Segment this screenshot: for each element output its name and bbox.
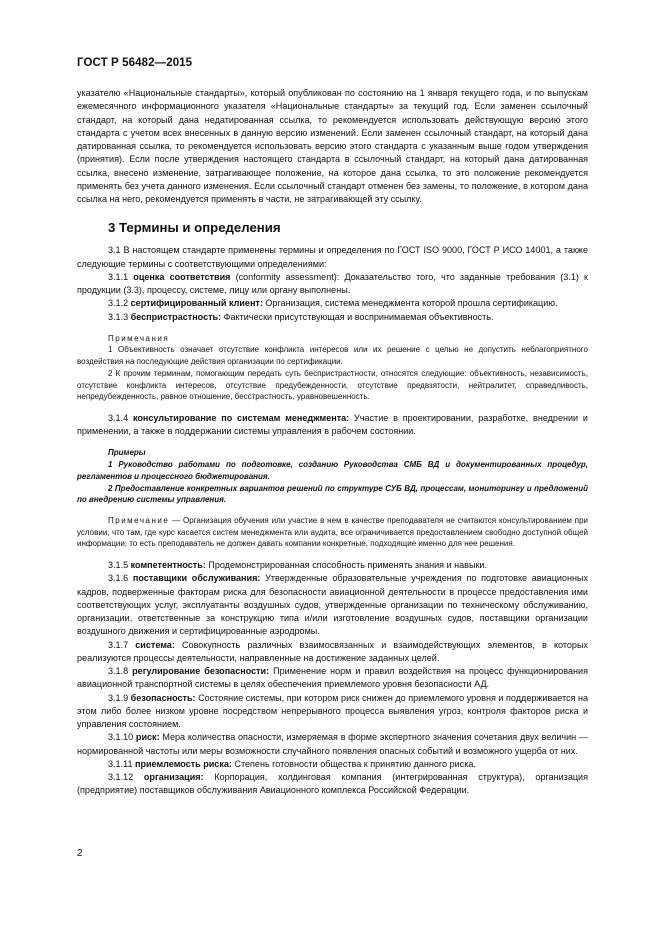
document-code-header: ГОСТ Р 56482—2015 xyxy=(77,57,193,69)
term-name: сертифицированный клиент: xyxy=(130,298,263,309)
term-name: система: xyxy=(135,639,175,650)
term-3-1-5: 3.1.5 компетентность: Продемонстрированная способность применять знания и навыки. xyxy=(108,560,488,571)
document-body xyxy=(77,87,588,798)
term-3-1-8: 3.1.8 регулирование безопасности: Применение норм и правил воздействия на процесс функционирования авиационной транспортной системы в целях обеспечения приемлемого уровня безопасности АД. xyxy=(77,666,588,690)
examples-title: Примеры xyxy=(108,448,146,458)
term-3-1-12: 3.1.12 организация: Корпорация, холдинговая компания (интегрированная структура), организация (предприятие) поставщиков обслуживания Авиационного комплекса Российской Федерации. xyxy=(77,772,588,796)
notes-title: Примечания xyxy=(108,333,170,343)
note-1: 1 Объективность означает отсутствие конфликта интересов или их решение с целью не допустить неблагоприятного воздействия на последующие действия организации по сертификации. xyxy=(77,345,588,367)
term-name: риск: xyxy=(135,732,160,743)
term-name: безопасность: xyxy=(130,692,196,703)
note-label: Примечание xyxy=(108,515,170,525)
term-name: консультирование по системам менеджмента: xyxy=(132,412,350,423)
example-1: 1 Руководство работами по подготовке, созданию Руководства СМБ ВД и документированных процедур, регламентов и процессного бюджетирования. xyxy=(77,460,588,481)
term-name: оценка соответствия xyxy=(133,271,231,282)
term-name: беспристрастность: xyxy=(130,311,222,322)
intro-paragraph: указателю «Национальные стандарты», который опубликован по состоянию на 1 января текущего года, и по выпускам ежемесячного информационного указателя «Национальные стандарты» за текущий год. Если заменен ссылочный стандарт, на который дана недатированная ссылка, то рекомендуется использовать действующую версию этого стандарта с учетом всех внесенных в данную версию изменений. Если заменен ссылочный стандарт, на который дана датированная ссылка, то рекомендуется использовать версию этого стандарта с указанным выше годом утверждения (принятия). Если после утверждения настоящего стандарта в ссылочный стандарт, на который дана датированная ссылка, внесено изменение, затрагивающее положение, на которое дана ссылка, то это положение рекомендуется применять без учета данного изменения. Если ссылочный стандарт отменен без замены, то положение, в котором дана ссылка на него, рекомендуется применять в части, не затрагивающей эту ссылку. xyxy=(77,88,588,204)
section-heading: 3 Термины и определения xyxy=(108,220,281,236)
term-3-1-4: 3.1.4 консультирование по системам менеджмента: Участие в проектировании, разработке, внедрении и применении, а также в поддержании системы управления в рабочем состоянии. xyxy=(77,412,588,437)
term-3-1-2: 3.1.2 сертифицированный клиент: Организация, система менеджмента которой прошла сертификацию. xyxy=(108,298,558,309)
example-2: 2 Предоставление конкретных вариантов решений по структуре СУБ ВД, процессам, мониторингу и предложений по внедрению системы управления. xyxy=(77,483,588,505)
term-name: компетентность: xyxy=(130,560,206,571)
note-single: Примечание — Организация обучения или участие в нем в качестве преподавателя не считаются консультированием при условии, что там, где курс касается систем менеджмента или аудита, все ограничивается предоставлением свободно доступной общей информации; то есть преподаватель не должен давать компании конкретные, подходящие именно для нее решения. xyxy=(77,515,588,549)
term-3-1-1: 3.1.1 оценка соответствия (conformity assessment): Доказательство того, что заданные требования (3.1) к продукции (3.3), процессу, системе, лицу или органу выполнены. xyxy=(77,271,588,295)
term-3-1-3: 3.1.3 беспристрастность: Фактически присутствующая и воспринимаемая объективность. xyxy=(108,311,494,322)
term-3-1-10: 3.1.10 риск: Мера количества опасности, измеряемая в форме экспертного значения сочетания двух величин — нормированной частоты или меры возможности случайного появления опасных событий и возможного ущерба от них. xyxy=(77,732,588,756)
term-name: регулирование безопасности: xyxy=(132,666,270,677)
note-2: 2 К прочим терминам, помогающим передать суть беспристрастности, относятся следующие: объективность, независимость, отсутствие конфликта интересов, отсутствие предубежденности, отсутствие предвзятости, нейтралитет, справедливость, непредубежденность, равное отношение, бесстрастность, уравновешенность. xyxy=(77,368,588,402)
term-3-1-11: 3.1.11 приемлемость риска: Степень готовности общества к принятию данного риска. xyxy=(108,758,476,769)
term-3-1-7: 3.1.7 система: Совокупность различных взаимосвязанных и взаимодействующих элементов, в которых реализуются процессы деятельности, направленные на достижение заданных целей. xyxy=(77,639,588,663)
term-name: организация: xyxy=(143,772,204,783)
page-number: 2 xyxy=(77,848,83,859)
term-name: приемлемость риска: xyxy=(135,758,232,769)
term-3-1-6: 3.1.6 поставщики обслуживания: Утвержденные образовательные учреждения по подготовке авиационных кадров, подверженные факторам риска для безопасности авиационной деятельности в процессе предоставления ими соответствующих услуг, эксплуатанты воздушных судов, утвержденные организации по техническому обслуживанию, организации, ответственные за конструкцию типа и/или изготовление воздушных судов, поставщики организации воздушного движения и сертифицированные аэродромы. xyxy=(77,573,588,637)
clause-3-1: 3.1 В настоящем стандарте применены термины и определения по ГОСТ ISO 9000, ГОСТ Р ИСО 14001, а также следующие термины с соответствующими определениями: xyxy=(77,245,588,269)
term-3-1-9: 3.1.9 безопасность: Состояние системы, при котором риск снижен до приемлемого уровня и поддерживается на этом либо более низком уровне посредством непрерывного процесса выявления угроз, контроля факторов риска и управления состоянием. xyxy=(77,692,588,730)
term-name: поставщики обслуживания: xyxy=(132,573,261,584)
